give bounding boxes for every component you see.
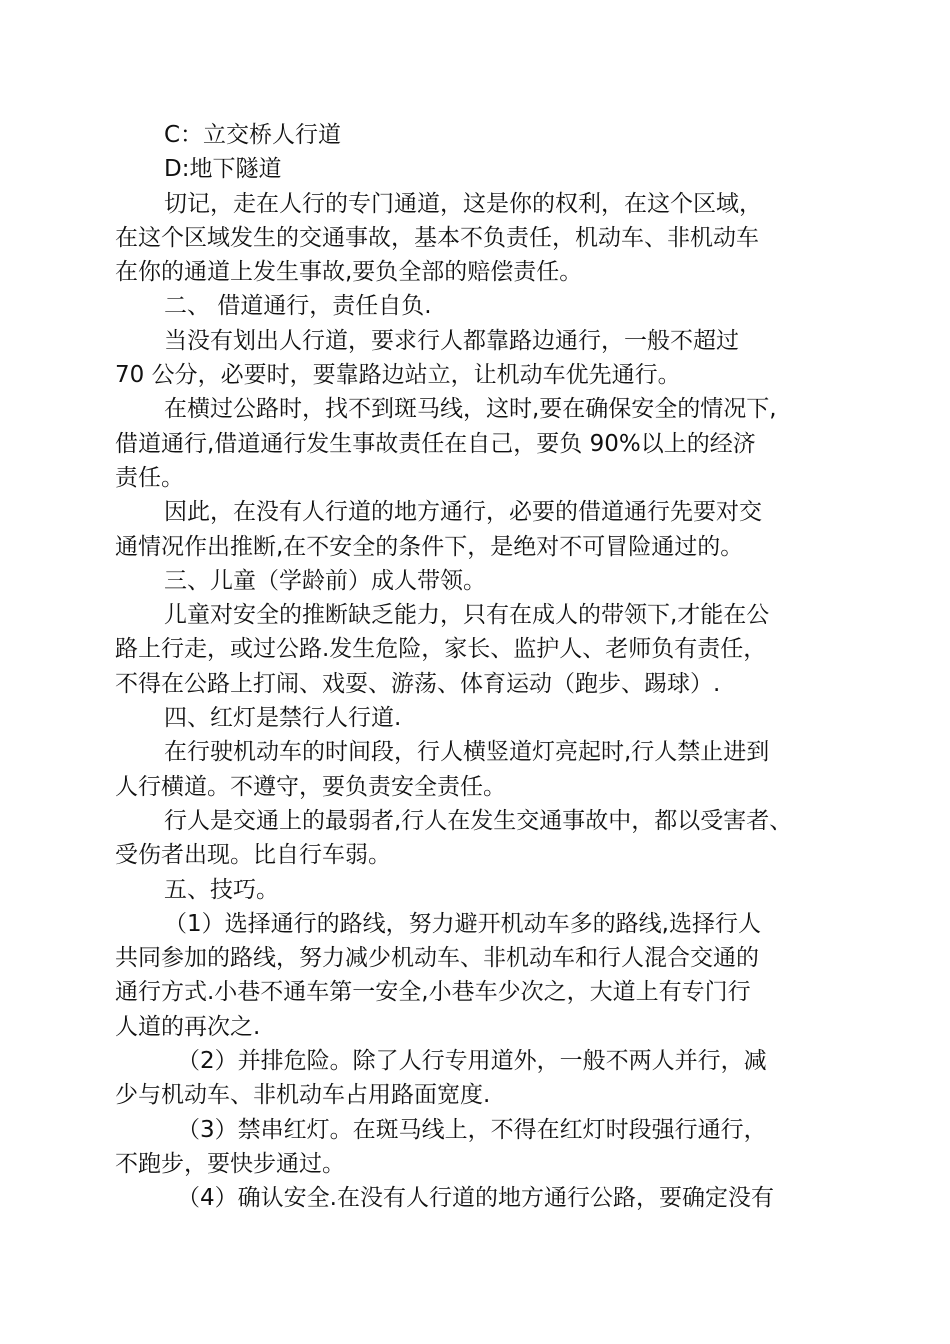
- text-line: 通行方式.小巷不通车第一安全,小巷车少次之，大道上有专门行: [115, 979, 751, 1006]
- text-line: 人道的再次之.: [115, 1013, 261, 1040]
- text-line: 不得在公路上打闹、戏耍、游荡、体育运动（跑步、踢球）.: [115, 670, 721, 697]
- text-line: 70 公分，必要时，要靠路边站立，让机动车优先通行。: [115, 362, 681, 389]
- text-line: 共同参加的路线，努力减少机动车、非机动车和行人混合交通的: [115, 945, 759, 972]
- text-line: 路上行走，或过公路.发生危险，家长、监护人、老师负有责任，: [115, 636, 767, 663]
- text-line: 当没有划出人行道，要求行人都靠路边通行，一般不超过: [164, 327, 739, 354]
- text-line: 在这个区域发生的交通事故，基本不负责任，机动车、非机动车: [115, 224, 759, 251]
- section-heading: 二、 借道通行，责任自负.: [164, 293, 432, 320]
- text-line: （1）选择通行的路线，努力避开机动车多的路线,选择行人: [164, 910, 761, 937]
- text-line: 责任。: [115, 464, 184, 491]
- text-line: （4）确认安全.在没有人行道的地方通行公路，要确定没有: [177, 1185, 774, 1212]
- section-heading: 四、红灯是禁行人行道.: [164, 705, 402, 732]
- text-line: C：立交桥人行道: [164, 122, 342, 148]
- text-line: 不跑步，要快步通过。: [115, 1150, 345, 1177]
- document-page: [115, 118, 850, 1216]
- text-line: 人行横道。不遵守，要负责安全责任。: [115, 773, 506, 800]
- text-line: 在你的通道上发生事故,要负全部的赔偿责任。: [115, 259, 583, 286]
- text-line: 因此，在没有人行道的地方通行，必要的借道通行先要对交: [164, 499, 762, 526]
- text-line: 受伤者出现。比自行车弱。: [115, 842, 391, 869]
- text-line: 切记，走在人行的专门通道，这是你的权利，在这个区域，: [164, 190, 762, 217]
- section-heading: 五、技巧。: [164, 876, 279, 903]
- text-line: 少与机动车、非机动车占用路面宽度.: [115, 1082, 491, 1109]
- section-heading: 三、儿童（学龄前）成人带领。: [164, 567, 486, 594]
- text-line: D:地下隧道: [164, 156, 282, 183]
- text-line: 儿童对安全的推断缺乏能力，只有在成人的带领下,才能在公: [164, 602, 770, 629]
- text-line: （2）并排危险。除了人行专用道外，一般不两人并行，减: [177, 1048, 767, 1075]
- text-line: 行人是交通上的最弱者,行人在发生交通事故中，都以受害者、: [164, 807, 793, 834]
- text-line: 通情况作出推断,在不安全的条件下，是绝对不可冒险通过的。: [115, 533, 744, 560]
- text-line: 借道通行,借道通行发生事故责任在自己，要负 90%以上的经济: [115, 430, 756, 457]
- text-line: 在横过公路时，找不到斑马线，这时,要在确保安全的情况下,: [164, 396, 777, 423]
- text-line: （3）禁串红灯。在斑马线上，不得在红灯时段强行通行，: [177, 1116, 767, 1143]
- text-line: 在行驶机动车的时间段，行人横竖道灯亮起时,行人禁止进到: [164, 739, 770, 766]
